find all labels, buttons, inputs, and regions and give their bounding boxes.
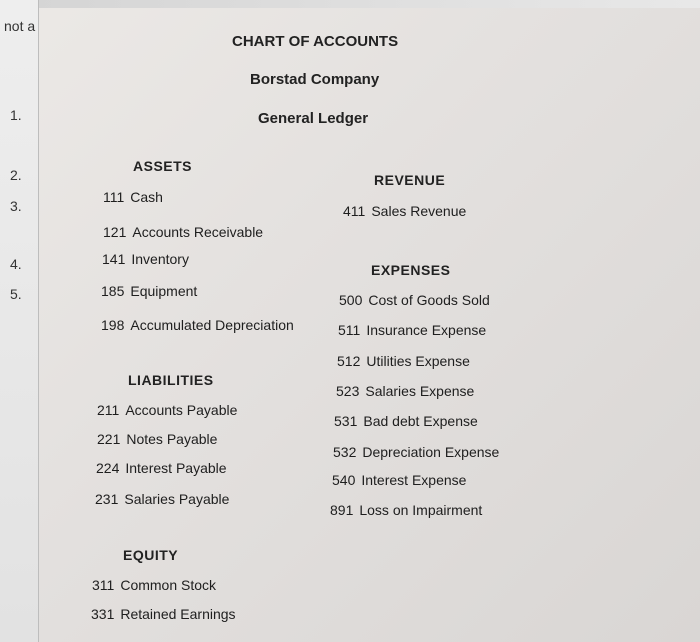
account-name: Insurance Expense [366,322,487,338]
account-row [92,577,216,593]
account-row [330,502,482,518]
account-name: Equipment [130,283,198,299]
assets-heading: ASSETS [133,158,193,174]
account-name: Cash [130,189,163,205]
account-row [96,460,227,476]
liabilities-heading: LIABILITIES [128,372,214,388]
account-number: 111 [103,189,125,205]
account-name: Notes Payable [126,431,218,447]
account-number: 500 [339,292,363,308]
account-name: Bad debt Expense [363,413,478,429]
account-row [103,224,263,240]
account-row [332,472,466,488]
account-name: Accounts Payable [125,402,238,418]
account-name: Salaries Expense [365,383,475,399]
account-row [333,444,499,460]
account-number: 231 [95,491,119,507]
account-number: 540 [332,472,356,488]
account-number: 121 [103,224,127,240]
account-row [343,203,466,219]
row-number: 3. [10,198,22,214]
account-number: 411 [343,203,366,219]
chart-title: CHART OF ACCOUNTS [232,33,399,50]
account-row [334,413,478,429]
account-row [101,317,294,333]
account-number: 141 [102,251,126,267]
account-number: 512 [337,353,361,369]
account-name: Interest Payable [125,460,227,476]
account-row [337,353,470,369]
account-number: 185 [101,283,125,299]
top-strip [0,0,700,8]
account-name: Cost of Goods Sold [368,292,490,308]
account-name: Utilities Expense [366,353,470,369]
equity-heading: EQUITY [123,547,179,563]
account-name: Salaries Payable [124,491,230,507]
account-row [102,251,189,267]
account-number: 531 [334,413,358,429]
account-row [336,383,474,399]
account-number: 224 [96,460,120,476]
account-row [95,491,229,507]
account-row [339,292,490,308]
account-row [101,283,197,299]
account-row [91,606,236,622]
row-number: 1. [10,107,22,123]
account-name: Depreciation Expense [362,444,500,460]
account-number: 211 [97,402,120,418]
row-number: 4. [10,256,22,272]
account-number: 532 [333,444,357,460]
account-name: Retained Earnings [120,606,236,622]
account-name: Sales Revenue [371,203,467,219]
account-name: Inventory [131,251,189,267]
revenue-heading: REVENUE [374,172,446,188]
company-name: Borstad Company [250,71,380,88]
account-number: 331 [91,606,115,622]
expenses-heading: EXPENSES [371,262,451,278]
gutter-note: not a [4,18,36,34]
account-name: Common Stock [120,577,217,593]
account-number: 511 [338,322,361,338]
row-gutter [0,0,39,642]
account-number: 198 [101,317,125,333]
account-name: Loss on Impairment [359,502,483,518]
ledger-name: General Ledger [258,110,369,127]
account-name: Accounts Receivable [132,224,264,240]
account-number: 311 [92,577,115,593]
account-row [97,402,237,418]
account-name: Interest Expense [361,472,467,488]
account-row [103,189,163,205]
account-number: 891 [330,502,354,518]
account-row [338,322,486,338]
account-name: Accumulated Depreciation [130,317,294,333]
row-number: 5. [10,286,22,302]
account-number: 221 [97,431,121,447]
row-number: 2. [10,167,22,183]
account-number: 523 [336,383,360,399]
account-row [97,431,217,447]
